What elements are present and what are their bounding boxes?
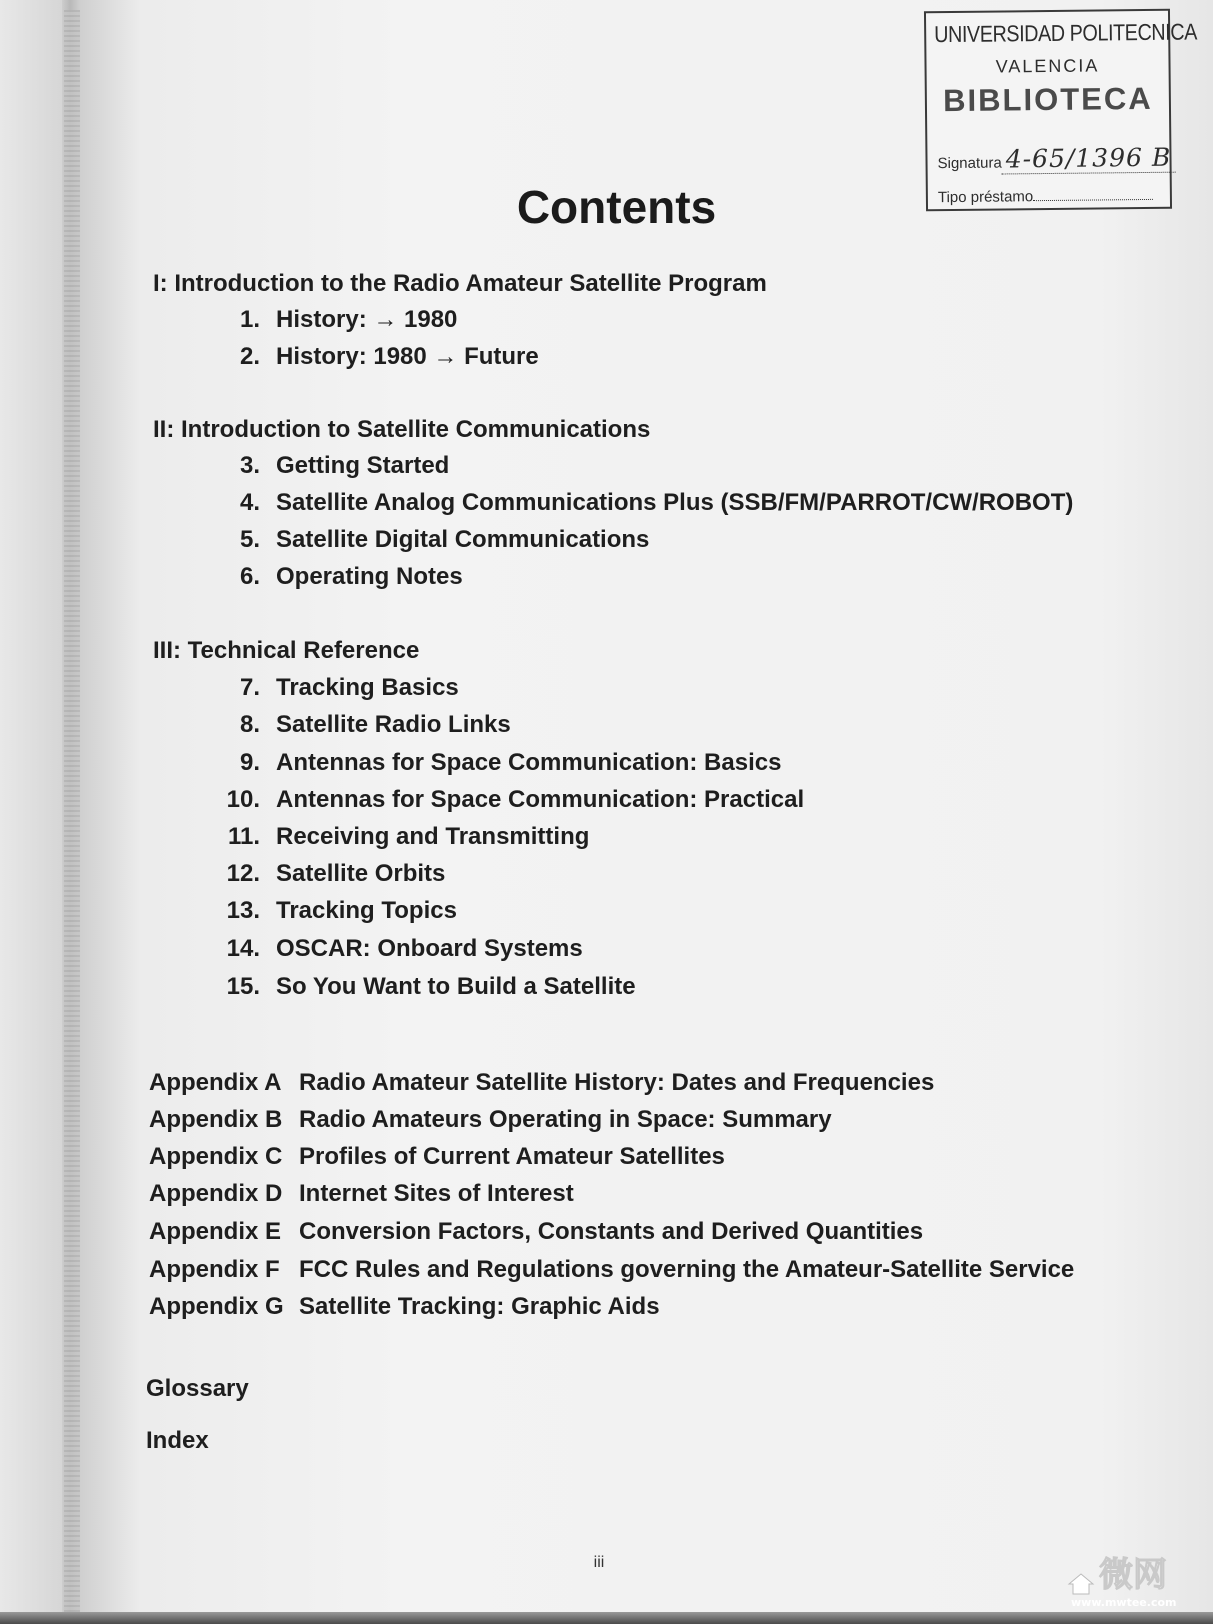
appendix-label: Appendix G	[149, 1293, 284, 1320]
chapter-number: 3.	[239, 452, 260, 479]
chapter-number: 7.	[239, 674, 260, 701]
stamp-city: VALENCIA	[995, 55, 1100, 77]
toc-entry[interactable]	[210, 860, 445, 888]
page-title: Contents	[516, 181, 717, 233]
chapter-title: History: → 1980	[276, 306, 458, 333]
appendix-entry[interactable]	[149, 1143, 725, 1171]
chapter-number: 6.	[239, 563, 260, 590]
book-gutter	[64, 10, 80, 1620]
toc-entry[interactable]	[210, 452, 449, 480]
toc-entry[interactable]	[210, 749, 781, 777]
toc-entry[interactable]	[210, 973, 636, 1001]
stamp-tipo-label: Tipo préstamo	[937, 188, 1034, 207]
watermark-logo	[1063, 1548, 1203, 1610]
toc-entry[interactable]	[210, 306, 457, 334]
chapter-number: 13.	[226, 897, 260, 924]
appendix-entry[interactable]	[149, 1218, 923, 1246]
toc-entry[interactable]	[210, 786, 804, 814]
appendix-label: Appendix A	[149, 1069, 282, 1096]
appendix-entry[interactable]	[149, 1180, 574, 1208]
chapter-title: Satellite Radio Links	[276, 711, 511, 738]
chapter-number: 2.	[239, 343, 260, 370]
chapter-number: 4.	[239, 489, 260, 516]
watermark-text: 微网	[1099, 1555, 1167, 1595]
toc-entry[interactable]	[210, 711, 511, 739]
toc-entry[interactable]	[210, 526, 649, 554]
appendix-entry[interactable]	[149, 1069, 934, 1097]
appendix-title: Radio Amateur Satellite History: Dates and Frequencies	[299, 1069, 935, 1096]
chapter-number: 9.	[239, 749, 260, 776]
chapter-title: Tracking Topics	[276, 897, 457, 924]
appendix-label: Appendix E	[149, 1218, 282, 1245]
appendix-entry[interactable]	[149, 1293, 660, 1321]
stamp-signatura-label: Signatura	[937, 154, 1002, 173]
chapter-number: 12.	[226, 860, 260, 887]
index-entry[interactable]: Index	[146, 1427, 209, 1454]
chapter-title: Receiving and Transmitting	[276, 823, 590, 850]
chapter-title: Getting Started	[276, 452, 450, 479]
chapter-title: So You Want to Build a Satellite	[276, 973, 636, 1000]
appendix-label: Appendix B	[149, 1106, 283, 1133]
toc-entry[interactable]	[210, 897, 457, 925]
chapter-number: 8.	[239, 711, 260, 738]
page-bottom-edge	[0, 1612, 1213, 1624]
chapter-number: 10.	[226, 786, 260, 813]
chapter-number: 1.	[239, 306, 260, 333]
toc-entry[interactable]	[210, 343, 539, 371]
appendix-title: Satellite Tracking: Graphic Aids	[299, 1293, 660, 1320]
chapter-title: Antennas for Space Communication: Basics	[276, 749, 782, 776]
appendix-entry[interactable]	[149, 1256, 1074, 1284]
appendix-title: FCC Rules and Regulations governing the Amateur-Satellite Service	[299, 1256, 1075, 1283]
toc-entry[interactable]	[210, 674, 459, 702]
stamp-signatura-value: 4-65/1396 B	[1002, 143, 1176, 175]
chapter-number: 15.	[226, 973, 260, 1000]
part-2-heading: II: Introduction to Satellite Communications	[153, 416, 651, 443]
chapter-title: Satellite Analog Communications Plus (SSB/FM/PARROT/CW/ROBOT)	[276, 489, 1074, 516]
appendix-label: Appendix C	[149, 1143, 283, 1170]
appendix-title: Conversion Factors, Constants and Derived Quantities	[299, 1218, 924, 1245]
part-3-heading: III: Technical Reference	[153, 637, 420, 664]
chapter-title: Satellite Orbits	[276, 860, 446, 887]
stamp-library: BIBLIOTECA	[942, 80, 1153, 119]
part-1-heading: I: Introduction to the Radio Amateur Satellite Program	[153, 270, 767, 297]
chapter-title: Tracking Basics	[276, 674, 459, 701]
chapter-number: 5.	[239, 526, 260, 553]
toc-entry[interactable]	[210, 935, 583, 963]
chapter-title: OSCAR: Onboard Systems	[276, 935, 583, 962]
appendix-title: Radio Amateurs Operating in Space: Summary	[299, 1106, 832, 1133]
chapter-title: History: 1980 → Future	[276, 343, 539, 370]
appendix-label: Appendix D	[149, 1180, 283, 1207]
stamp-signatura	[937, 143, 1175, 174]
chapter-number: 11.	[227, 823, 260, 850]
page-number: iii	[593, 1554, 605, 1571]
appendix-title: Internet Sites of Interest	[299, 1180, 574, 1207]
chapter-title: Satellite Digital Communications	[276, 526, 650, 553]
chapter-title: Antennas for Space Communication: Practical	[276, 786, 805, 813]
stamp-university: UNIVERSIDAD POLITECNICA	[934, 18, 1198, 48]
toc-entry[interactable]	[210, 823, 589, 851]
chapter-number: 14.	[226, 935, 260, 962]
toc-entry[interactable]	[210, 563, 463, 591]
appendix-label: Appendix F	[149, 1256, 280, 1283]
chapter-title: Operating Notes	[276, 563, 463, 590]
glossary-entry[interactable]: Glossary	[146, 1375, 249, 1402]
appendix-title: Profiles of Current Amateur Satellites	[299, 1143, 725, 1170]
watermark-url: www.mwtee.com	[1071, 1596, 1177, 1609]
appendix-entry[interactable]	[149, 1106, 832, 1134]
toc-entry[interactable]	[210, 489, 1073, 517]
